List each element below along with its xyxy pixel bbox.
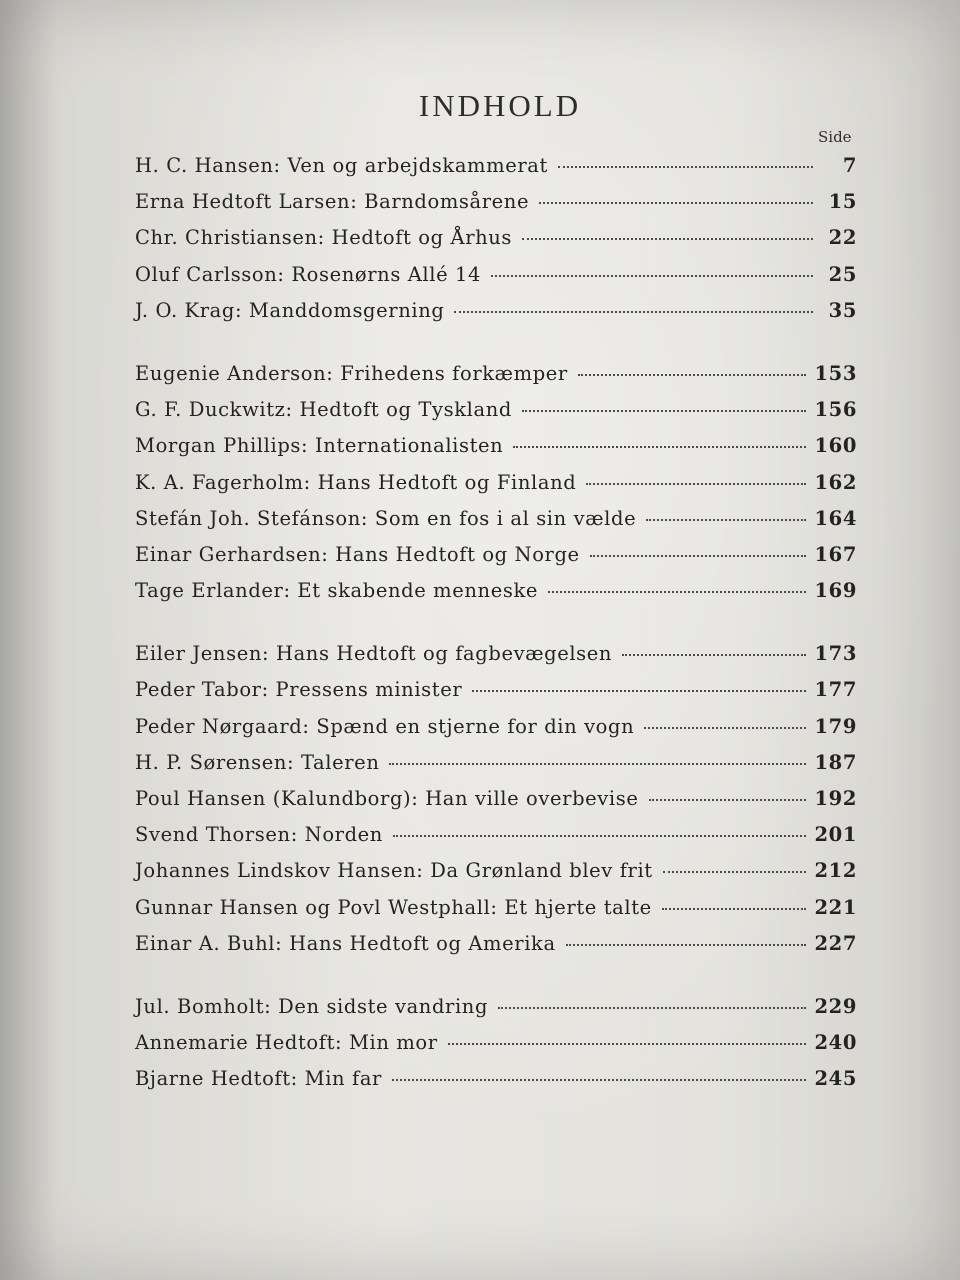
toc-entry-page-number: 245: [814, 1067, 857, 1091]
toc-entry-title: Eugenie Anderson: Frihedens forkæmper: [135, 361, 568, 385]
dot-leader: [498, 1007, 806, 1009]
toc-entry: [135, 293, 857, 329]
toc-entry-title: Johannes Lindskov Hansen: Da Grønland blev frit: [135, 859, 653, 883]
toc-entry-title: Peder Nørgaard: Spænd en stjerne for din vogn: [135, 714, 635, 738]
toc-entry: [135, 989, 857, 1025]
dot-leader: [539, 202, 813, 204]
dot-leader: [448, 1043, 807, 1045]
toc-entry-page-number: 164: [814, 506, 857, 530]
toc-entry-title: Peder Tabor: Pressens minister: [135, 678, 463, 702]
dot-leader: [586, 483, 806, 485]
toc-entry-title: Gunnar Hansen og Povl Westphall: Et hjerte talte: [135, 895, 652, 919]
dot-leader: [472, 690, 806, 692]
toc-entry-page-number: 187: [814, 750, 857, 774]
toc-entry-title: Jul. Bomholt: Den sidste vandring: [135, 994, 489, 1018]
page-title: INDHOLD: [418, 88, 582, 123]
toc-entry: [135, 636, 857, 672]
table-of-contents: [135, 148, 857, 1125]
toc-entry-title: Bjarne Hedtoft: Min far: [135, 1067, 382, 1091]
toc-entry-page-number: 7: [842, 154, 857, 177]
toc-section: [135, 636, 857, 962]
toc-entry: [135, 817, 857, 853]
dot-leader: [646, 519, 806, 521]
toc-entry: [135, 709, 857, 745]
toc-entry-title: Poul Hansen (Kalundborg): Han ville overbevise: [135, 787, 639, 810]
dot-leader: [389, 763, 806, 765]
toc-entry: [135, 1025, 857, 1061]
toc-entry-title: Einar A. Buhl: Hans Hedtoft og Amerika: [135, 931, 556, 955]
toc-entry: [135, 745, 857, 781]
toc-entry: [135, 537, 857, 573]
toc-entry-title: Svend Thorsen: Norden: [135, 823, 383, 847]
toc-entry: [135, 781, 857, 817]
toc-entry-page-number: 162: [814, 470, 857, 494]
toc-entry-page-number: 25: [828, 262, 857, 286]
toc-entry-page-number: 201: [814, 823, 857, 847]
toc-entry-title: Chr. Christiansen: Hedtoft og Århus: [135, 226, 513, 250]
toc-entry-page-number: 179: [814, 714, 857, 738]
dot-leader: [662, 908, 807, 910]
toc-entry-page-number: 156: [814, 398, 857, 422]
toc-entry-page-number: 221: [814, 895, 857, 919]
toc-entry-page-number: 240: [814, 1031, 857, 1055]
toc-entry-page-number: 227: [814, 931, 857, 955]
dot-leader: [491, 275, 813, 277]
toc-entry: [135, 890, 857, 926]
page-column-label: Side: [818, 128, 852, 146]
toc-entry-title: J. O. Krag: Manddomsgerning: [135, 298, 445, 322]
toc-entry-page-number: 167: [814, 542, 857, 566]
toc-entry-page-number: 22: [828, 226, 857, 250]
toc-entry: [135, 672, 857, 708]
dot-leader: [663, 871, 807, 873]
toc-section: [135, 148, 857, 329]
toc-section: [135, 989, 857, 1098]
dot-leader: [578, 374, 807, 376]
dot-leader: [392, 1079, 807, 1081]
dot-leader: [513, 446, 806, 448]
toc-entry-page-number: 212: [814, 859, 857, 883]
toc-entry-page-number: 192: [814, 787, 857, 810]
toc-entry: [135, 1061, 857, 1097]
toc-entry-title: Tage Erlander: Et skabende menneske: [135, 579, 539, 603]
dot-leader: [622, 654, 806, 656]
dot-leader: [644, 727, 806, 729]
toc-entry-page-number: 173: [814, 642, 857, 666]
toc-entry-title: Erna Hedtoft Larsen: Barndomsårene: [135, 190, 530, 214]
toc-entry-title: Stefán Joh. Stefánson: Som en fos i al sin vælde: [135, 506, 637, 530]
toc-entry-page-number: 160: [814, 434, 857, 458]
dot-leader: [522, 238, 813, 240]
toc-entry-title: Einar Gerhardsen: Hans Hedtoft og Norge: [135, 542, 580, 566]
dot-leader: [548, 591, 806, 593]
toc-entry-page-number: 153: [814, 361, 857, 385]
toc-entry-page-number: 35: [828, 298, 857, 322]
toc-entry: [135, 428, 857, 464]
toc-entry: [135, 184, 857, 220]
toc-section: [135, 356, 857, 609]
dot-leader: [522, 410, 807, 412]
toc-entry: [135, 465, 857, 501]
toc-entry: [135, 501, 857, 537]
toc-entry: [135, 220, 857, 256]
toc-entry-title: Morgan Phillips: Internationalisten: [135, 434, 504, 458]
toc-entry-title: K. A. Fagerholm: Hans Hedtoft og Finland: [135, 470, 577, 494]
dot-leader: [558, 166, 813, 168]
dot-leader: [566, 944, 807, 946]
toc-entry-title: Oluf Carlsson: Rosenørns Allé 14: [135, 262, 482, 286]
toc-entry-page-number: 15: [828, 190, 857, 214]
toc-entry: [135, 356, 857, 392]
toc-entry-title: H. P. Sørensen: Taleren: [135, 750, 380, 774]
toc-entry: [135, 926, 857, 962]
toc-entry: [135, 853, 857, 889]
dot-leader: [649, 799, 807, 801]
toc-entry-title: Eiler Jensen: Hans Hedtoft og fagbevægelsen: [135, 642, 613, 666]
toc-entry-title: G. F. Duckwitz: Hedtoft og Tyskland: [135, 398, 512, 422]
toc-entry-page-number: 229: [814, 994, 857, 1018]
toc-entry: [135, 392, 857, 428]
toc-entry-title: H. C. Hansen: Ven og arbejdskammerat: [135, 154, 548, 177]
toc-entry-page-number: 177: [814, 678, 857, 702]
dot-leader: [454, 311, 813, 313]
toc-entry-title: Annemarie Hedtoft: Min mor: [135, 1031, 438, 1055]
toc-entry: [135, 573, 857, 609]
dot-leader: [590, 555, 807, 557]
dot-leader: [393, 835, 807, 837]
toc-entry-page-number: 169: [814, 579, 857, 603]
toc-entry: [135, 257, 857, 293]
toc-entry: [135, 148, 857, 184]
